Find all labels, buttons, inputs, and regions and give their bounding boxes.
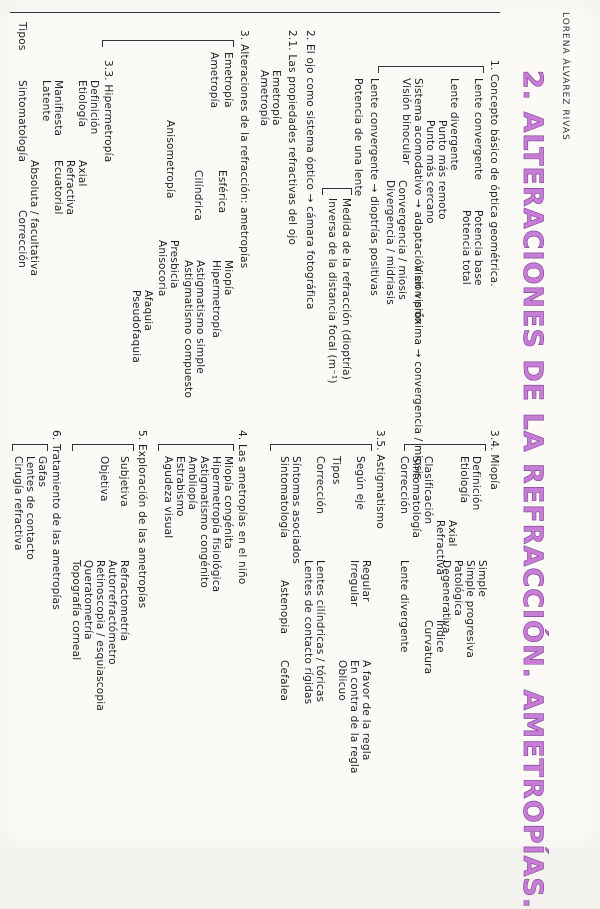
- s3-5-item: A favor de la regla: [360, 660, 372, 761]
- s4-item: Miopía congénita: [222, 456, 234, 550]
- section-3-heading: 3. Alteraciones de la refracción: ametropías: [238, 30, 250, 269]
- s3-item: Hipermetropía: [210, 260, 222, 339]
- s3-4-item: Patológica: [452, 560, 464, 616]
- s1-item: Medida de la refracción (dioptría): [340, 198, 352, 381]
- s2-1-item: Ametropía: [258, 70, 270, 127]
- s5-item: Autorrefractómetro: [106, 560, 118, 665]
- s3-5-item: Regular: [360, 560, 372, 602]
- section-1-heading: 1. Concepto básico de óptica geométrica.: [488, 60, 500, 287]
- s3-4-item: Etiología: [458, 456, 470, 504]
- s3-item: Anisometropía: [164, 120, 176, 199]
- section-3-bracket: [102, 40, 234, 47]
- s3-4-item: Degenerativa: [440, 560, 452, 634]
- s6-item: Gafas: [36, 456, 48, 488]
- section-3-5-heading: 3.5. Astigmatismo: [374, 430, 386, 529]
- s5-item: Objetiva: [98, 456, 110, 502]
- s3-4-item: Simple progresiva: [464, 560, 476, 659]
- s3-5-item: Oblicuo: [336, 660, 348, 702]
- s3-item: Esférica: [216, 170, 228, 214]
- s3-item: Astigmatismo compuesto: [182, 260, 194, 399]
- s3-5-item: En contra de la regla: [348, 660, 360, 774]
- s1-item: Sistema acomodativo → adaptación en visión: [412, 78, 424, 325]
- s3-4-item: Simple: [476, 560, 488, 598]
- s4-item: Ambliopía: [186, 456, 198, 511]
- s3-4-item: Corrección: [398, 456, 410, 514]
- s3-4-item: Axial: [446, 520, 458, 547]
- section-2-1-heading: 2.1. Las propiedades refractivas del ojo: [286, 30, 298, 246]
- s3-4-item: Clasificación: [422, 456, 434, 525]
- s5-item: Topografía corneal: [70, 560, 82, 661]
- s3-item: Presbicia: [168, 240, 180, 289]
- section-3-5-bracket: [270, 444, 372, 451]
- s1-item: Visión próxima → convergencia / miosis: [412, 265, 424, 480]
- s3-3-item: Corrección: [16, 210, 28, 268]
- s3-4-item: Definición: [470, 456, 482, 511]
- s3-5-item: Cefalea: [278, 660, 290, 702]
- s5-item: Subjetiva: [118, 456, 130, 507]
- s1-item: Punto más remoto: [436, 120, 448, 220]
- main-trunk-line: [10, 12, 500, 13]
- s4-item: Hipermetropía fisiológica: [210, 456, 222, 593]
- section-3-4-bracket: [404, 444, 486, 451]
- s6-item: Cirugía refractiva: [12, 456, 24, 551]
- section-3-4-heading: 3.4. Miopía: [488, 430, 500, 490]
- s1-item: Divergencia / midriasis: [384, 180, 396, 305]
- s3-item: Ametropía: [208, 52, 220, 109]
- section-2-heading: 2. El ojo como sistema óptico → cámara fotográfica: [304, 30, 316, 310]
- s3-4-item: Índice: [434, 620, 446, 653]
- s1-item: Potencia total: [460, 210, 472, 285]
- s3-5-item: Astenopia: [278, 580, 290, 635]
- s3-3-item: Latente: [40, 80, 52, 122]
- section-4-heading: 4. Las ametropías en el niño: [236, 430, 248, 585]
- s1-item: Lente convergente: [472, 78, 484, 181]
- s3-4-item: Sintomatología: [410, 456, 422, 539]
- s3-4-item: Lente divergente: [398, 560, 410, 653]
- s4-item: Estrabismo: [174, 456, 186, 517]
- s3-3-item: Refractiva: [64, 160, 76, 216]
- s3-5-item: Irregular: [348, 560, 360, 607]
- s6-item: Lentes de contacto: [24, 456, 36, 560]
- s3-3-item: Axial: [76, 160, 88, 187]
- section-6-bracket: [12, 444, 48, 451]
- s3-3-item: Manifiesta: [52, 80, 64, 137]
- s2-1-item: Emetropía: [270, 70, 282, 126]
- s1-item: Potencia base: [472, 210, 484, 286]
- s3-item: Anisocoria: [156, 240, 168, 297]
- s3-5-item: Lentes cilíndricas / tóricas: [314, 560, 326, 703]
- s3-item: Afaquia: [142, 290, 154, 332]
- section-1-bracket: [378, 66, 484, 73]
- author-name: LORENA ÁLVAREZ RIVAS: [560, 12, 570, 141]
- section-4-bracket: [158, 444, 234, 451]
- s5-item: Queratometría: [82, 560, 94, 640]
- section-6-heading: 6. Tratamiento de las ametropías: [50, 430, 62, 610]
- s3-3-item: Etiología: [76, 80, 88, 128]
- s4-item: Astigmatismo congénito: [198, 456, 210, 588]
- s3-5-item: Lentes de contacto rígidas: [302, 560, 314, 705]
- s3-5-item: Sintomatología: [278, 456, 290, 539]
- s3-3-item: Tipos: [16, 22, 28, 51]
- s1-item: Visión binocular: [400, 78, 412, 165]
- s3-item: Miopía: [222, 260, 234, 296]
- s3-3-item: Absoluta / facultativa: [28, 160, 40, 277]
- section-5-bracket: [72, 444, 134, 451]
- s3-3-item: Ecuatorial: [52, 160, 64, 215]
- s3-5-item: Tipos: [330, 456, 342, 485]
- s3-5-item: Síntomas asociados: [290, 456, 302, 564]
- s5-item: Refractometría: [118, 560, 130, 642]
- s1-item: Punto más cercano: [424, 120, 436, 224]
- page-title: 2. ALTERACIONES DE LA REFRACCIÓN. AMETROPÍAS.: [517, 70, 548, 909]
- s1-item: Lente convergente → dioptrías positivas: [368, 78, 380, 296]
- s3-item: Cilíndrica: [192, 170, 204, 221]
- s3-item: Astigmatismo simple: [194, 260, 206, 374]
- s1-item: Convergencia / miosis: [396, 180, 408, 300]
- s1-item: Lente divergente: [448, 78, 460, 171]
- s1-item: Potencia de una lente: [352, 78, 364, 197]
- s3-4-item: Refractiva: [434, 520, 446, 576]
- s3-item: Emetropía: [222, 52, 234, 108]
- s3-3-item: Definición: [88, 80, 100, 135]
- s3-3-item: Sintomatología: [16, 80, 28, 163]
- s4-item: Agudeza visual: [162, 456, 174, 539]
- section-3-3-heading: 3.3. Hipermetropía: [102, 60, 114, 163]
- section-5-heading: 5. Exploración de las ametropías: [136, 430, 148, 609]
- s3-4-item: Curvatura: [422, 620, 434, 675]
- s1-item: Inversa de la distancia focal (m⁻¹): [326, 198, 338, 384]
- s5-item: Retinoscopia / esquiascopia: [94, 560, 106, 711]
- s3-5-item: Según eje: [354, 456, 366, 511]
- s3-item: Pseudofaquia: [130, 290, 142, 364]
- lens-power-bracket: [322, 188, 352, 195]
- s3-5-item: Corrección: [314, 456, 326, 514]
